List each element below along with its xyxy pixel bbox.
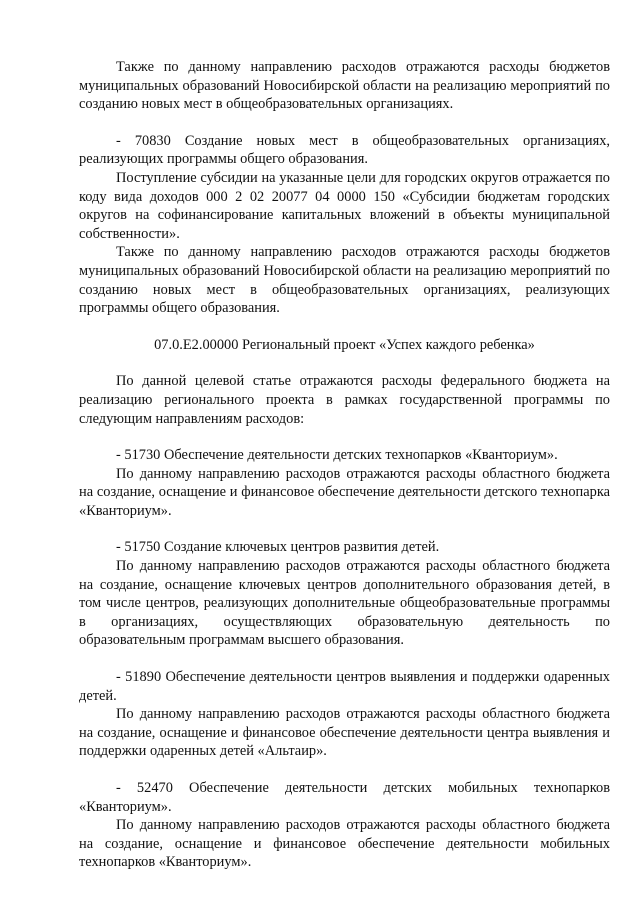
spacer: [79, 428, 610, 446]
document-body: [79, 58, 610, 872]
item-51890: - 51890 Обеспечение деятельности центров выявления и поддержки одаренных детей.: [79, 669, 610, 704]
paragraph-51750: По данному направлению расходов отражаются расходы областного бюджета на создание, оснащение ключевых центров дополнительного образования детей, в том числе центров, реализующих дополнительные общеобразовательные программы в организациях, осуществляющих образовательную деятельность по образовательным программам высшего образования.: [79, 558, 610, 649]
section-heading: 07.0.Е2.00000 Региональный проект «Успех каждого ребенка»: [154, 336, 535, 353]
paragraph-51730: По данному направлению расходов отражаются расходы областного бюджета на создание, оснащение и финансовое обеспечение деятельности детского технопарка «Кванториум».: [79, 465, 610, 519]
item-52470: - 52470 Обеспечение деятельности детских мобильных технопарков «Кванториум».: [79, 780, 610, 815]
spacer: [79, 761, 610, 779]
spacer: [79, 650, 610, 668]
spacer: [79, 354, 610, 372]
section-intro: По данной целевой статье отражаются расходы федерального бюджета на реализацию регионального проекта в рамках государственной программы по следующим направлениям расходов:: [79, 373, 610, 427]
spacer: [79, 318, 610, 336]
paragraph-70830-subsidy: Поступление субсидии на указанные цели для городских округов отражается по коду вида доходов 000 2 02 20077 04 0000 150 «Субсидии бюджетам городских округов на софинансирование капитальных вложений в объекты муниципальной собственности».: [79, 169, 610, 242]
paragraph-51890: По данному направлению расходов отражаются расходы областного бюджета на создание, оснащение и финансовое обеспечение деятельности центра выявления и поддержки одаренных детей «Альтаир».: [79, 706, 610, 760]
spacer: [79, 114, 610, 132]
paragraph-top: Также по данному направлению расходов отражаются расходы бюджетов муниципальных образований Новосибирской области на реализацию мероприятий по созданию новых мест в общеобразовательных организациях.: [79, 59, 610, 113]
paragraph-52470: По данному направлению расходов отражаются расходы областного бюджета на создание, оснащение и финансовое обеспечение деятельности мобильных технопарков «Кванториум».: [79, 817, 610, 871]
item-51730: - 51730 Обеспечение деятельности детских технопарков «Кванториум».: [116, 447, 558, 464]
item-70830: - 70830 Создание новых мест в общеобразовательных организациях, реализующих программы общего образования.: [79, 132, 610, 168]
paragraph-70830-municipal: Также по данному направлению расходов отражаются расходы бюджетов муниципальных образований Новосибирской области на реализацию мероприятий по созданию новых мест в общеобразовательных организациях, реализующих программы общего образования.: [79, 244, 610, 317]
item-51750: - 51750 Создание ключевых центров развития детей.: [116, 539, 440, 556]
spacer: [79, 520, 610, 538]
